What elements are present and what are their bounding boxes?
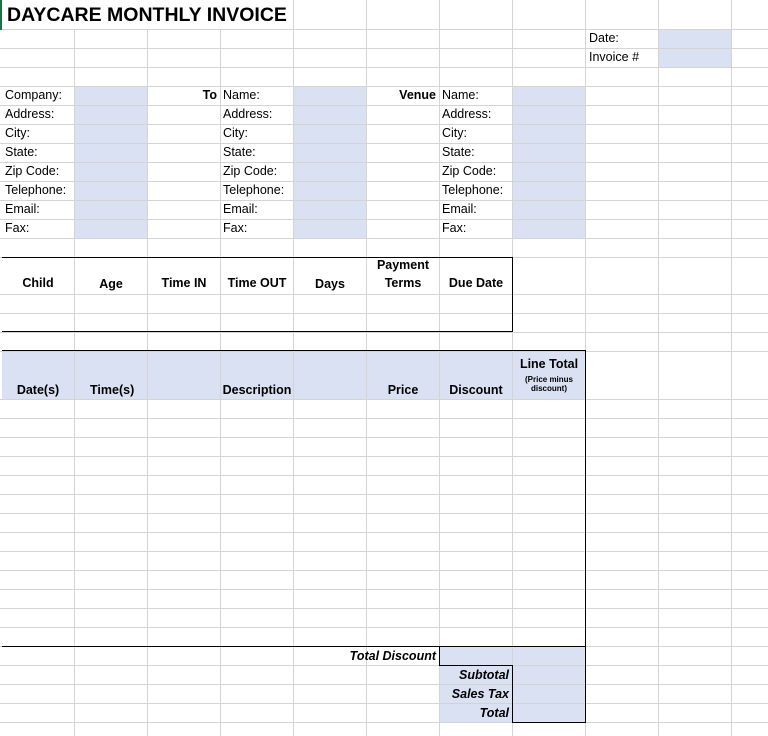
to-name-label: Name: bbox=[223, 88, 260, 102]
due-date-header: Due Date bbox=[448, 276, 504, 290]
to-state-label: State: bbox=[223, 145, 256, 159]
invoice-number-label: Invoice # bbox=[589, 50, 640, 64]
times-header: Time(s) bbox=[90, 383, 135, 397]
time-in-header: Time IN bbox=[161, 276, 207, 290]
invoice-title: DAYCARE MONTHLY INVOICE bbox=[7, 4, 287, 26]
active-cell-indicator bbox=[0, 0, 2, 30]
description-header: Description bbox=[222, 383, 292, 397]
payment-terms-header-line2: Terms bbox=[384, 276, 422, 290]
sales-tax-label: Sales Tax bbox=[451, 687, 509, 701]
venue-state-label: State: bbox=[442, 145, 475, 159]
company-label: Company: bbox=[5, 88, 62, 102]
to-fax-label: Fax: bbox=[223, 221, 248, 235]
to-zip-label: Zip Code: bbox=[223, 164, 278, 178]
to-telephone-label: Telephone: bbox=[223, 183, 285, 197]
payment-terms-header-line1: Payment bbox=[376, 258, 430, 272]
venue-zip-label: Zip Code: bbox=[442, 164, 497, 178]
line-total-note-line1: (Price minus bbox=[524, 375, 573, 384]
invoice-number-input-cell[interactable] bbox=[659, 48, 731, 67]
age-header: Age bbox=[99, 277, 123, 291]
venue-address-label: Address: bbox=[442, 107, 492, 121]
venue-city-label: City: bbox=[442, 126, 467, 140]
to-address-label: Address: bbox=[223, 107, 273, 121]
venue-heading: Venue bbox=[399, 88, 436, 102]
venue-telephone-label: Telephone: bbox=[442, 183, 504, 197]
to-heading: To bbox=[202, 88, 217, 102]
company-address-label: Address: bbox=[5, 107, 55, 121]
company-zip-label: Zip Code: bbox=[5, 164, 60, 178]
line-total-header: Line Total bbox=[519, 357, 579, 371]
company-email-label: Email: bbox=[5, 202, 40, 216]
to-city-label: City: bbox=[223, 126, 248, 140]
venue-email-label: Email: bbox=[442, 202, 477, 216]
dates-header: Date(s) bbox=[16, 383, 60, 397]
date-label: Date: bbox=[589, 31, 619, 45]
items-table-border bbox=[2, 350, 586, 351]
total-label: Total bbox=[479, 706, 509, 720]
total-discount-label: Total Discount bbox=[349, 649, 436, 663]
to-email-label: Email: bbox=[223, 202, 258, 216]
time-out-header: Time OUT bbox=[227, 276, 287, 290]
venue-fax-label: Fax: bbox=[442, 221, 467, 235]
venue-name-label: Name: bbox=[442, 88, 479, 102]
company-telephone-label: Telephone: bbox=[5, 183, 67, 197]
company-state-label: State: bbox=[5, 145, 38, 159]
child-header: Child bbox=[22, 276, 54, 290]
company-city-label: City: bbox=[5, 126, 30, 140]
price-header: Price bbox=[387, 383, 419, 397]
line-total-note-line2: discount) bbox=[531, 384, 567, 393]
company-fax-label: Fax: bbox=[5, 221, 30, 235]
days-header: Days bbox=[315, 277, 345, 291]
subtotal-label: Subtotal bbox=[459, 668, 509, 682]
date-input-cell[interactable] bbox=[659, 29, 731, 48]
discount-header: Discount bbox=[449, 383, 503, 397]
